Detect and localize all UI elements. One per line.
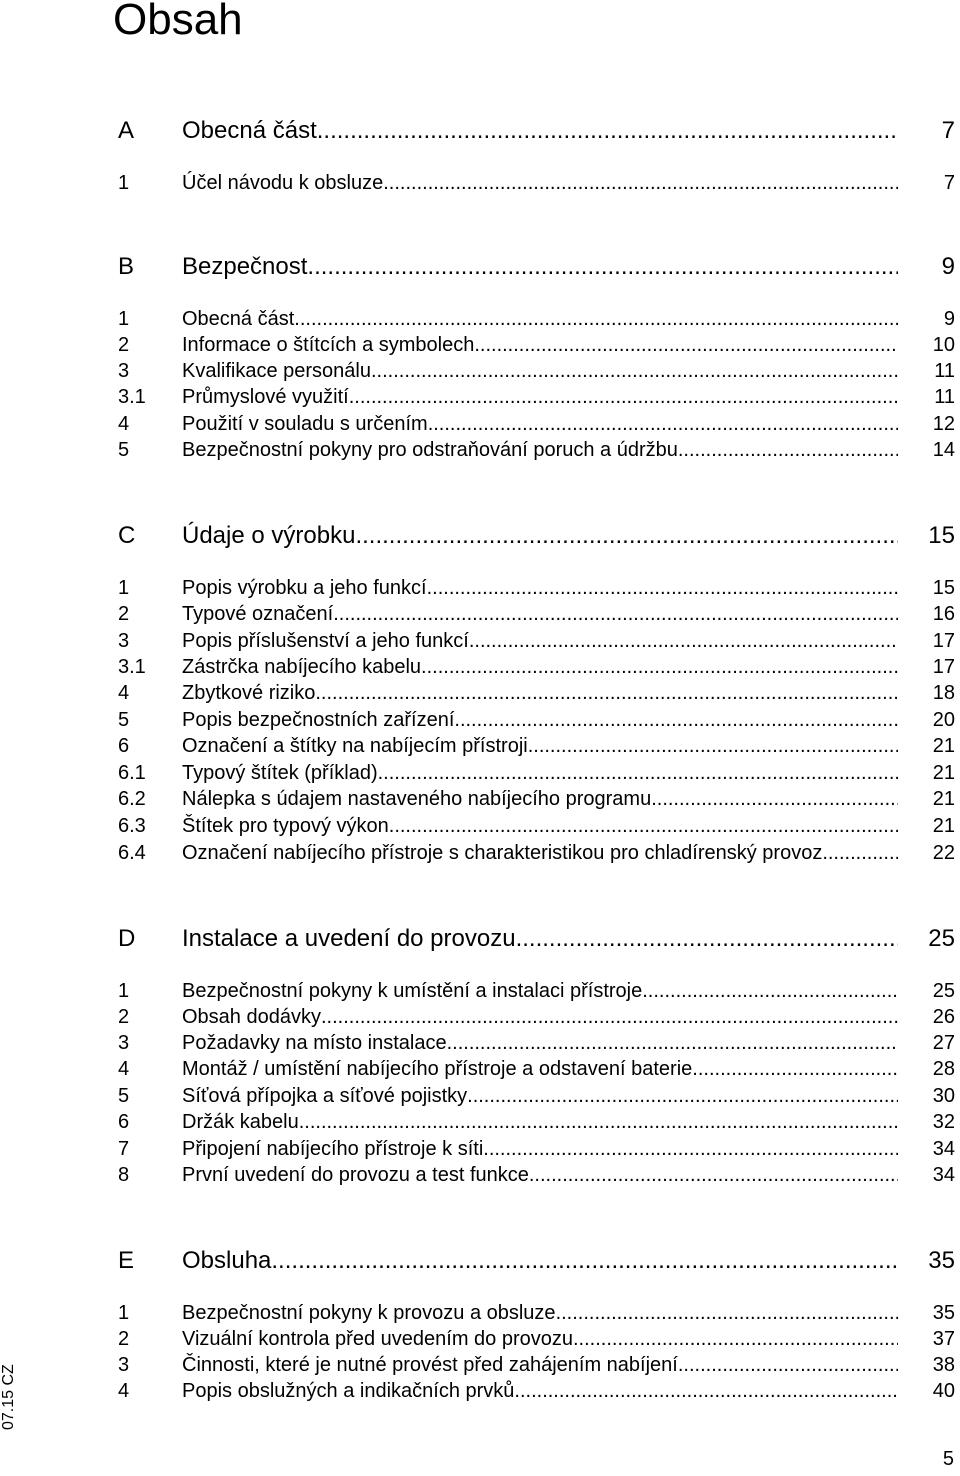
toc-title-with-leader	[182, 358, 898, 384]
toc-entry-title: Obsah dodávky	[182, 1006, 321, 1028]
toc-page-number: 14	[932, 439, 955, 461]
toc-chapter-letter: B	[118, 253, 135, 280]
toc-chapter-letter: C	[118, 522, 136, 549]
toc-title-with-leader	[182, 1162, 898, 1188]
dot-leader	[469, 628, 898, 654]
toc-entry-row	[118, 1083, 955, 1109]
toc-title-with-leader	[182, 628, 898, 654]
toc-title-with-leader	[182, 760, 898, 786]
toc-entry-title: Použití v souladu s určením	[182, 413, 428, 435]
toc-title-with-leader	[182, 1326, 898, 1352]
toc-entry-title: První uvedení do provozu a test funkce	[182, 1164, 529, 1186]
toc-entry-number: 3	[118, 1032, 130, 1054]
toc-title-with-leader	[182, 786, 898, 812]
toc-entry-title: Kvalifikace personálu	[182, 360, 371, 382]
toc-title-with-leader	[182, 1246, 898, 1276]
toc-entry-row	[118, 1326, 955, 1352]
toc-entry-row	[118, 680, 955, 706]
toc-entry-title: Štítek pro typový výkon	[182, 815, 389, 837]
toc-entry-title: Typový štítek (příklad)	[182, 762, 378, 784]
dot-leader	[294, 306, 898, 332]
toc-entry-number: 3.1	[118, 386, 146, 408]
toc-chapter-row	[118, 521, 955, 551]
toc-title-with-leader	[182, 1056, 898, 1082]
toc-entry-title: Popis příslušenství a jeho funkcí	[182, 630, 469, 652]
toc-entry-number: 2	[118, 1006, 130, 1028]
toc-entry-row	[118, 1030, 955, 1056]
toc-page-number: 7	[943, 172, 955, 194]
toc-entry-title: Nálepka s údajem nastaveného nabíjecího programu	[182, 788, 652, 810]
toc-title-with-leader	[182, 601, 898, 627]
dot-leader	[822, 840, 898, 866]
toc-entry-title: Účel návodu k obsluze	[182, 172, 384, 194]
toc-entry-row	[118, 733, 955, 759]
toc-entry-title: Typové označení	[182, 603, 334, 625]
toc-entry-row	[118, 1004, 955, 1030]
toc-entry-row	[118, 707, 955, 733]
toc-entry-title: Zástrčka nabíjecího kabelu	[182, 656, 422, 678]
dot-leader	[516, 924, 898, 954]
toc-chapter-title: Obecná část	[182, 117, 317, 144]
dot-leader	[556, 1300, 898, 1326]
toc-entry-number: 6.3	[118, 815, 146, 837]
toc-entry-row	[118, 760, 955, 786]
dot-leader	[427, 575, 898, 601]
toc-entry-title: Držák kabelu	[182, 1111, 299, 1133]
toc-entry-number: 3	[118, 1354, 130, 1376]
dot-leader	[307, 252, 898, 282]
toc-title-with-leader	[182, 733, 898, 759]
toc-page-number: 35	[928, 1247, 955, 1274]
toc-page-number: 21	[932, 788, 955, 810]
toc-entry-title: Obecná část	[182, 308, 295, 330]
toc-entry-title: Zbytkové riziko	[182, 682, 316, 704]
toc-entry-row	[118, 654, 955, 680]
toc-page-number: 17	[932, 630, 955, 652]
toc-entry-row	[118, 601, 955, 627]
toc-title-with-leader	[182, 252, 898, 282]
toc-entry-number: 1	[118, 577, 130, 599]
toc-entry-number: 6	[118, 735, 130, 757]
dot-leader	[573, 1326, 898, 1352]
toc-page-number: 21	[932, 735, 955, 757]
toc-entry-number: 7	[118, 1138, 130, 1160]
dot-leader	[333, 601, 898, 627]
dot-leader	[428, 411, 898, 437]
toc-entry-row	[118, 1056, 955, 1082]
dot-leader	[454, 707, 898, 733]
toc-page-number: 26	[932, 1006, 955, 1028]
toc-entry-title: Informace o štítcích a symbolech	[182, 334, 475, 356]
toc-title-with-leader	[182, 170, 898, 196]
toc-entry-title: Popis obslužných a indikačních prvků	[182, 1380, 515, 1402]
toc-title-with-leader	[182, 680, 898, 706]
toc-page-number: 34	[932, 1164, 955, 1186]
toc-entry-row	[118, 332, 955, 358]
toc-entry-number: 1	[118, 308, 130, 330]
page-title: Obsah	[113, 0, 243, 44]
toc-entry-row	[118, 1300, 955, 1326]
toc-title-with-leader	[182, 575, 898, 601]
dot-leader	[514, 1378, 898, 1404]
toc-page-number: 16	[932, 603, 955, 625]
toc-entry-number: 4	[118, 682, 130, 704]
toc-entry-row	[118, 306, 955, 332]
toc-entry-row	[118, 978, 955, 1004]
toc-entry-row	[118, 170, 955, 196]
toc-page-number: 25	[932, 980, 955, 1002]
toc-chapter-row	[118, 1246, 955, 1276]
toc-chapter-title: Obsluha	[182, 1247, 272, 1274]
toc-page-number: 15	[932, 577, 955, 599]
toc-chapter-title: Bezpečnost	[182, 253, 308, 280]
toc-title-with-leader	[182, 411, 898, 437]
dot-leader	[271, 1246, 898, 1276]
toc-entry-title: Síťová přípojka a síťové pojistky	[182, 1085, 468, 1107]
toc-title-with-leader	[182, 1136, 898, 1162]
toc-entry-number: 6.4	[118, 842, 146, 864]
toc-title-with-leader	[182, 1004, 898, 1030]
toc-page-number: 21	[932, 762, 955, 784]
toc-title-with-leader	[182, 521, 898, 551]
toc-title-with-leader	[182, 978, 898, 1004]
toc-entry-row	[118, 384, 955, 410]
toc-title-with-leader	[182, 1300, 898, 1326]
toc-entry-row	[118, 813, 955, 839]
toc-page-number: 34	[932, 1138, 955, 1160]
toc-page-number: 12	[932, 413, 955, 435]
toc-page-number: 27	[932, 1032, 955, 1054]
toc-entry-title: Popis výrobku a jeho funkcí	[182, 577, 427, 599]
toc-entry-row	[118, 1162, 955, 1188]
toc-page-number: 28	[932, 1058, 955, 1080]
page-number: 5	[942, 1448, 954, 1470]
toc-page-number: 15	[928, 522, 955, 549]
toc-page-number: 38	[932, 1354, 955, 1376]
toc-entry-row	[118, 575, 955, 601]
dot-leader	[474, 332, 898, 358]
dot-leader	[383, 170, 898, 196]
toc-chapter-letter: D	[118, 925, 136, 952]
dot-leader	[315, 680, 898, 706]
toc-title-with-leader	[182, 306, 898, 332]
toc-page-number: 40	[932, 1380, 955, 1402]
dot-leader	[447, 1030, 898, 1056]
toc-entry-number: 1	[118, 172, 130, 194]
dot-leader	[321, 1004, 898, 1030]
toc-entry-row	[118, 358, 955, 384]
toc-entry-number: 2	[118, 334, 130, 356]
toc-page-number: 37	[932, 1328, 955, 1350]
dot-leader	[678, 437, 898, 463]
toc-entry-title: Bezpečnostní pokyny pro odstraňování poruch a údržbu	[182, 439, 678, 461]
toc-entry-row	[118, 1352, 955, 1378]
toc-entry-number: 2	[118, 1328, 130, 1350]
toc-title-with-leader	[182, 332, 898, 358]
toc-entry-title: Vizuální kontrola před uvedením do provozu	[182, 1328, 573, 1350]
toc-entry-row	[118, 1109, 955, 1135]
toc-entry-row	[118, 1136, 955, 1162]
document-code: 07.15 CZ	[0, 1364, 17, 1430]
toc-page-number: 20	[932, 709, 955, 731]
toc-page-number: 18	[932, 682, 955, 704]
toc-page-number: 7	[941, 117, 955, 144]
toc-entry-number: 8	[118, 1164, 130, 1186]
toc-entry-number: 6.1	[118, 762, 146, 784]
toc-entry-number: 3.1	[118, 656, 146, 678]
toc-page-number: 9	[943, 308, 955, 330]
dot-leader	[528, 733, 898, 759]
toc-entry-row	[118, 437, 955, 463]
toc-entry-number: 2	[118, 603, 130, 625]
dot-leader	[317, 116, 898, 146]
toc-chapter-row	[118, 252, 955, 282]
toc-entry-title: Označení nabíjecího přístroje s charakteristikou pro chladírenský provoz	[182, 842, 823, 864]
toc-title-with-leader	[182, 1030, 898, 1056]
toc-chapter-title: Instalace a uvedení do provozu	[182, 925, 516, 952]
toc-entry-number: 4	[118, 413, 130, 435]
toc-entry-title: Bezpečnostní pokyny k provozu a obsluze	[182, 1302, 556, 1324]
toc-entry-title: Činnosti, které je nutné provést před zahájením nabíjení	[182, 1354, 678, 1376]
toc-entry-row	[118, 1378, 955, 1404]
toc-page-number: 22	[932, 842, 955, 864]
dot-leader	[371, 358, 898, 384]
dot-leader	[355, 521, 898, 551]
toc-entry-title: Bezpečnostní pokyny k umístění a instalaci přístroje	[182, 980, 643, 1002]
dot-leader	[299, 1109, 898, 1135]
toc-title-with-leader	[182, 707, 898, 733]
toc-entry-row	[118, 628, 955, 654]
toc-title-with-leader	[182, 840, 898, 866]
toc-entry-title: Označení a štítky na nabíjecím přístroji	[182, 735, 528, 757]
toc-title-with-leader	[182, 1109, 898, 1135]
toc-entry-number: 1	[118, 980, 130, 1002]
dot-leader	[421, 654, 898, 680]
toc-entry-number: 3	[118, 630, 130, 652]
toc-title-with-leader	[182, 437, 898, 463]
dot-leader	[529, 1162, 898, 1188]
toc-entry-number: 6	[118, 1111, 130, 1133]
dot-leader	[642, 978, 898, 1004]
toc-chapter-letter: A	[118, 117, 135, 144]
toc-entry-row	[118, 411, 955, 437]
toc-page-number: 32	[932, 1111, 955, 1133]
toc-page-number: 9	[941, 253, 955, 280]
toc-entry-title: Požadavky na místo instalace	[182, 1032, 447, 1054]
toc-entry-number: 5	[118, 709, 130, 731]
toc-page-number: 21	[932, 815, 955, 837]
toc-entry-title: Průmyslové využití	[182, 386, 349, 408]
toc-page-number: 17	[932, 656, 955, 678]
toc-entry-number: 4	[118, 1058, 130, 1080]
dot-leader	[651, 786, 898, 812]
dot-leader	[349, 384, 898, 410]
toc-chapter-title: Údaje o výrobku	[182, 522, 356, 549]
toc-title-with-leader	[182, 813, 898, 839]
dot-leader	[692, 1056, 898, 1082]
toc-entry-row	[118, 840, 955, 866]
toc-entry-number: 6.2	[118, 788, 146, 810]
toc-page-number: 35	[932, 1302, 955, 1324]
toc-title-with-leader	[182, 654, 898, 680]
dot-leader	[483, 1136, 898, 1162]
dot-leader	[378, 760, 898, 786]
toc-title-with-leader	[182, 1378, 898, 1404]
toc-page-number: 30	[932, 1085, 955, 1107]
toc-chapter-row	[118, 116, 955, 146]
toc-title-with-leader	[182, 1083, 898, 1109]
toc-entry-number: 3	[118, 360, 130, 382]
toc-entry-number: 4	[118, 1380, 130, 1402]
dot-leader	[678, 1352, 898, 1378]
toc-page-number: 11	[934, 386, 955, 408]
toc-entry-title: Připojení nabíjecího přístroje k síti	[182, 1138, 484, 1160]
toc-title-with-leader	[182, 1352, 898, 1378]
toc-title-with-leader	[182, 384, 898, 410]
toc-entry-row	[118, 786, 955, 812]
toc-entry-title: Montáž / umístění nabíjecího přístroje a odstavení baterie	[182, 1058, 693, 1080]
toc-page-number: 10	[932, 334, 955, 356]
dot-leader	[389, 813, 898, 839]
toc-entry-number: 5	[118, 1085, 130, 1107]
toc-page-number: 25	[928, 925, 955, 952]
toc-title-with-leader	[182, 924, 898, 954]
toc-chapter-letter: E	[118, 1247, 135, 1274]
toc-title-with-leader	[182, 116, 898, 146]
dot-leader	[467, 1083, 898, 1109]
toc-entry-number: 5	[118, 439, 130, 461]
toc-chapter-row	[118, 924, 955, 954]
toc-entry-number: 1	[118, 1302, 130, 1324]
toc-page-number: 11	[934, 360, 955, 382]
toc-entry-title: Popis bezpečnostních zařízení	[182, 709, 455, 731]
